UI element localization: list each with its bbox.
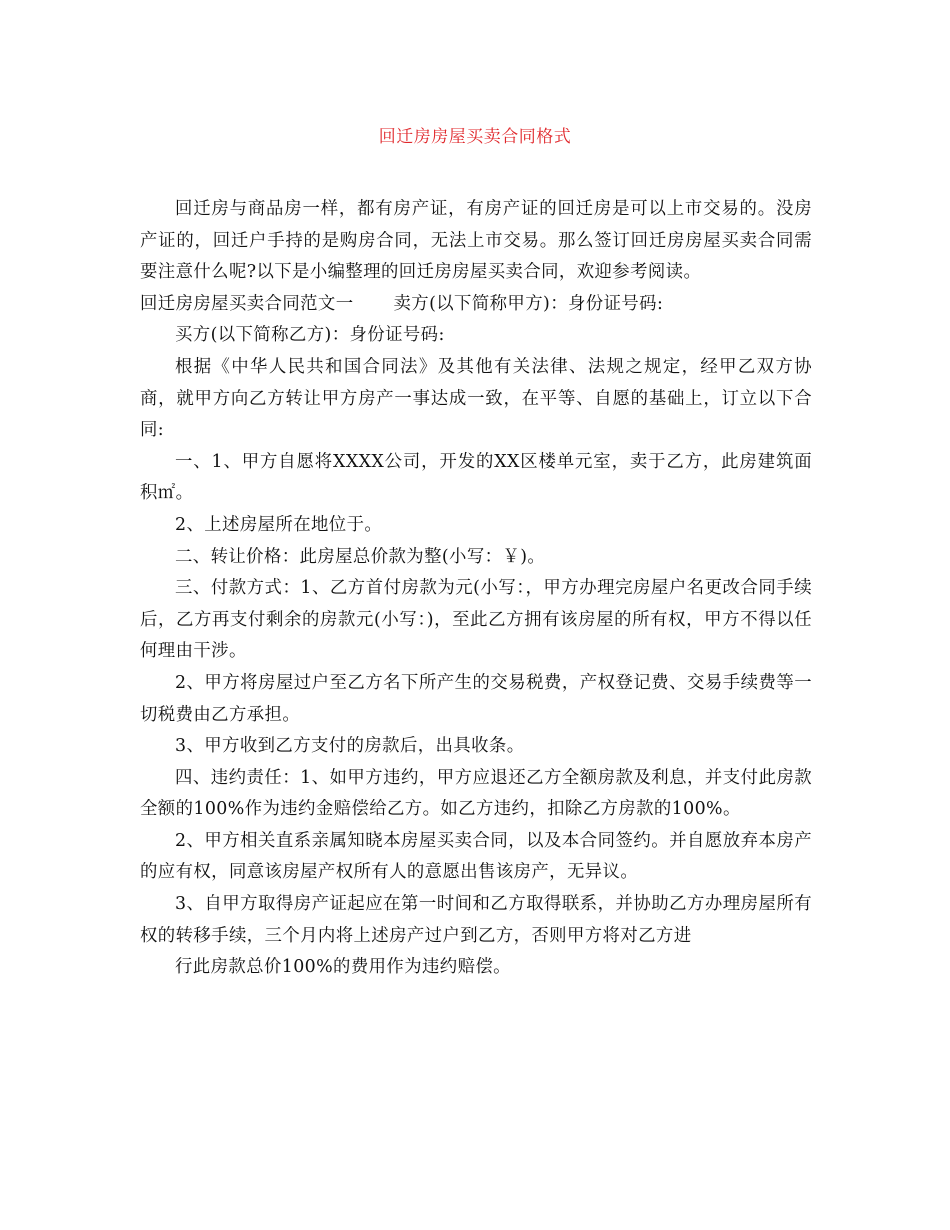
clause-4-3: 3、自甲方取得房产证起应在第一时间和乙方取得联系，并协助乙方办理房屋所有权的转移手续，三个月内将上述房产过户到乙方，否则甲方将对乙方进 (140, 894, 812, 946)
clause-2: 二、转让价格：此房屋总价款为整(小写：￥)。 (175, 546, 546, 567)
document-body (140, 194, 812, 984)
clause-1-1: 一、1、甲方自愿将XXXX公司，开发的XX区楼单元室，卖于乙方，此房建筑面积㎡。 (140, 451, 812, 504)
section-heading: 回迁房房屋买卖合同范文一 (140, 293, 354, 314)
clause-4-2: 2、甲方相关直系亲属知晓本房屋买卖合同，以及本合同签约。并自愿放弃本房产的应有权，同意该房屋产权所有人的意愿出售该房产，无异议。 (140, 830, 812, 883)
seller-line: 卖方(以下简称甲方)：身份证号码: (393, 293, 664, 314)
section-heading-line (140, 289, 812, 321)
clause-3-2: 2、甲方将房屋过户至乙方名下所产生的交易税费，产权登记费、交易手续费等一切税费由乙方承担。 (140, 672, 812, 725)
preamble-paragraph: 根据《中华人民共和国合同法》及其他有关法律、法规之规定，经甲乙双方协商，就甲方向乙方转让甲方房产一事达成一致，在平等、自愿的基础上，订立以下合同: (140, 356, 812, 441)
clause-3-3: 3、甲方收到乙方支付的房款后，出具收条。 (175, 736, 525, 757)
clause-1-2: 2、上述房屋所在地位于。 (175, 514, 383, 535)
buyer-line: 买方(以下简称乙方)：身份证号码: (175, 325, 445, 346)
document-title: 回迁房房屋买卖合同格式 (378, 127, 572, 147)
clause-4-3-continuation: 行此房款总价100%的费用作为违约赔偿。 (175, 957, 511, 978)
clause-3-1: 三、付款方式：1、乙方首付房款为元(小写：，甲方办理完房屋户名更改合同手续后，乙方再支付剩余的房款元(小写：)，至此乙方拥有该房屋的所有权，甲方不得以任何理由干涉。 (140, 578, 812, 662)
clause-4-1: 四、违约责任：1、如甲方违约，甲方应退还乙方全额房款及利息，并支付此房款全额的100%作为违约金赔偿给乙方。如乙方违约，扣除乙方房款的100%。 (140, 767, 812, 820)
intro-paragraph: 回迁房与商品房一样，都有房产证，有房产证的回迁房是可以上市交易的。没房产证的，回迁户手持的是购房合同，无法上市交易。那么签订回迁房房屋买卖合同需要注意什么呢?以下是小编整理的回迁房房屋买卖合同，欢迎参考阅读。 (140, 199, 812, 283)
